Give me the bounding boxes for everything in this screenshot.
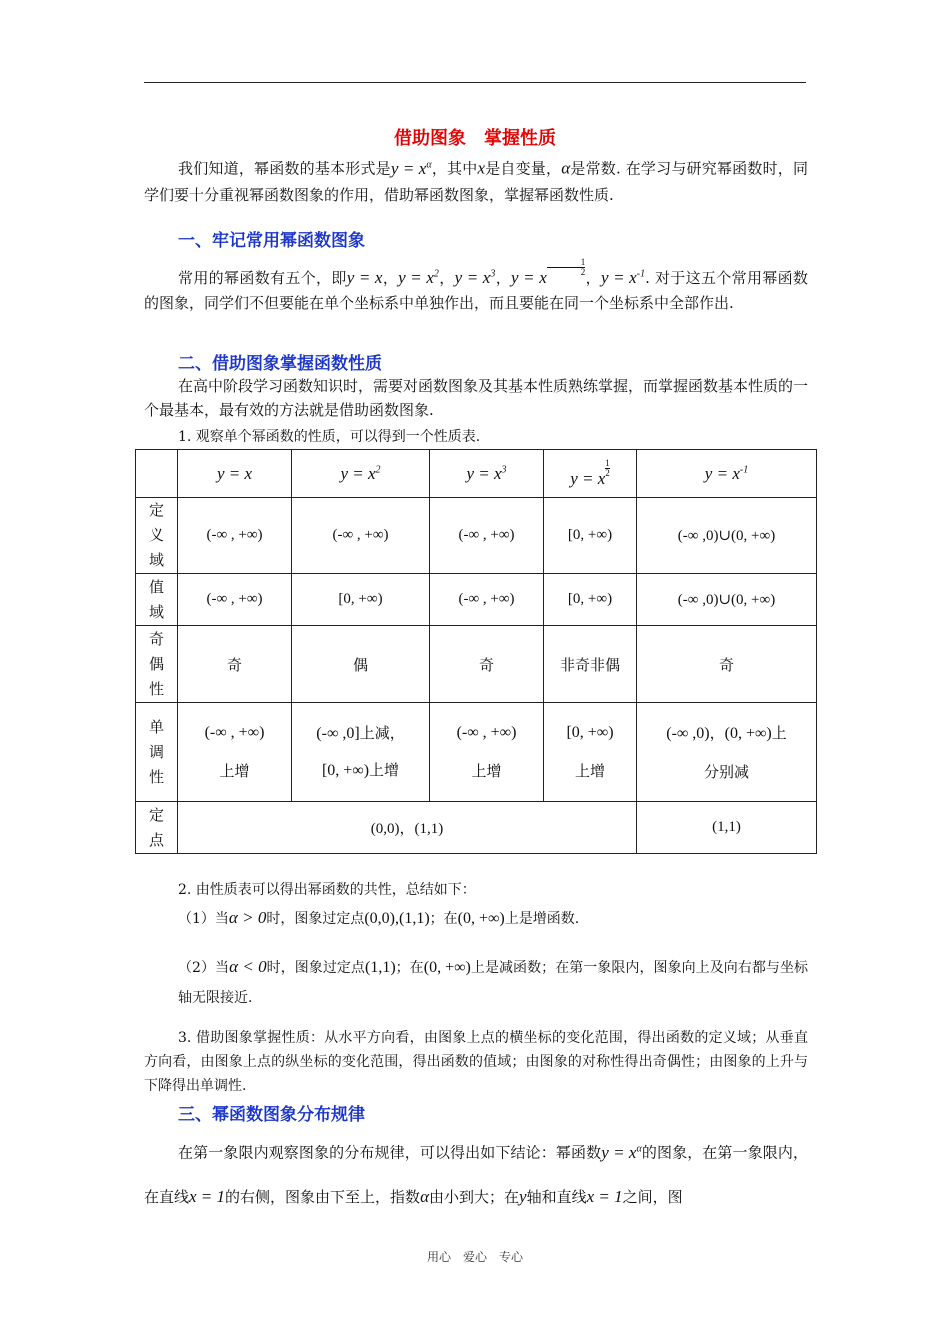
header-y-x-half: y = x $\frac{1}{2}$: [544, 450, 637, 498]
cell-domain-1: (-∞ , +∞): [178, 498, 292, 574]
formula-power-function: $y = x^\alpha$: [390, 158, 432, 178]
section1-paragraph: 常用的幂函数有五个，即y = x，$y = x^2$，$y = x^3$，y = x $\frac{1}{2}$ ，$y = x^{-1}$. 对于这五个常用幂函数的图象，同学们不但要能在单个坐标系中单独作出，而且要能在同一个坐标系中全部作出.: [144, 257, 809, 312]
header-y-x2: $y = x^2$: [292, 450, 430, 498]
row-label-fixed-point: 定点: [136, 802, 178, 854]
table-row-fixed-point: [136, 802, 817, 854]
intro-paragraph: [144, 152, 808, 208]
fixed-points-negative: (1,1): [364, 959, 396, 976]
section3-paragraph: 在第一象限内观察图象的分布规律，可以得出如下结论：幂函数$y = x^\alpha$的图象，在第一象限内，在直线x = 1的右侧，图象由下至上，指数α由小到大；在y轴和直线x = 1之间，图: [144, 1142, 808, 1206]
formula-y-x2: $y = x^2$: [398, 268, 439, 287]
intro-text-1: 我们知道，幂函数的基本形式是: [178, 159, 391, 178]
cell-range-1: (-∞ , +∞): [178, 574, 292, 626]
table-row-range: [136, 574, 817, 626]
row-label-parity: 奇偶性: [136, 626, 178, 703]
cell-domain-2: (-∞ , +∞): [292, 498, 430, 574]
properties-table: [135, 449, 817, 854]
cond-alpha-positive: α > 0: [228, 908, 267, 927]
row-label-domain: 定义域: [136, 498, 178, 574]
cell-mono-3: (-∞ , +∞) 上增: [430, 703, 544, 802]
cell-domain-3: (-∞ , +∞): [430, 498, 544, 574]
cell-parity-1: 奇: [178, 626, 292, 703]
formula-x-eq-1-b: x = 1: [586, 1186, 623, 1206]
page-footer: 用心 爱心 专心: [426, 1250, 523, 1264]
section2-heading: 二、借助图象掌握函数性质: [178, 354, 382, 374]
var-y: y: [519, 1186, 527, 1206]
var-alpha: α: [561, 158, 571, 178]
cell-mono-1: (-∞ , +∞) 上增: [178, 703, 292, 802]
table-intro: 1. 观察单个幂函数的性质，可以得到一个性质表.: [178, 429, 481, 445]
interval-positive: (0, +∞): [457, 910, 505, 927]
commonality-intro: 2. 由性质表可以得出幂函数的共性，总结如下：: [178, 882, 476, 898]
row-label-monotonicity: 单调性: [136, 703, 178, 802]
commonality-paragraph-3: 3. 借助图象掌握性质：从水平方向看，由图象上点的横坐标的变化范围，得出函数的定义域；从垂直方向看，由图象上点的纵坐标的变化范围，得出函数的值域；由图象的对称性得出奇偶性；由图象的上升与下降得出单调性.: [144, 1030, 808, 1094]
formula-x-eq-1: x = 1: [189, 1186, 226, 1206]
cell-domain-4: [0, +∞): [544, 498, 637, 574]
section3-heading: 三、幂函数图象分布规律: [178, 1105, 365, 1125]
cell-range-3: (-∞ , +∞): [430, 574, 544, 626]
cell-parity-5: 奇: [637, 626, 817, 703]
formula-y-x3: $y = x^3$: [454, 268, 496, 287]
header-empty: [136, 450, 178, 498]
cond-alpha-negative: α < 0: [229, 957, 267, 976]
formula-y-x-inverse: $y = x^{-1}$: [600, 268, 646, 287]
table-row-monotonicity: [136, 703, 817, 802]
intro-text-3: 是自变量，: [484, 159, 562, 178]
cell-parity-3: 奇: [430, 626, 544, 703]
header-y-x3: $y = x^3$: [430, 450, 544, 498]
var-x: x: [477, 158, 485, 178]
cell-fixed-left: (0,0)，(1,1): [178, 802, 637, 854]
header-rule: [144, 82, 806, 83]
var-alpha-2: α: [420, 1186, 429, 1206]
page-title: 借助图象 掌握性质: [394, 128, 556, 149]
header-y-x-inverse: $y = x^{-1}$: [637, 450, 817, 498]
cell-parity-4: 非奇非偶: [544, 626, 637, 703]
formula-power-function-2: $y = x^\alpha$: [601, 1142, 642, 1162]
cell-mono-2: (-∞ ,0]上减， [0, +∞)上增: [292, 703, 430, 802]
section1-heading: 一、牢记常用幂函数图象: [178, 231, 365, 251]
intro-text-4: 是常数. 在学习与研究幂函数时，同学们要十分重视幂函数图象的作用，借助幂函数图象，掌握幂函数性质.: [144, 159, 808, 204]
section1-text-1: 常用的幂函数有五个，即: [178, 269, 347, 287]
interval-negative: (0, +∞): [423, 959, 471, 976]
formula-y-x-half: y = x $\frac{1}{2}$: [511, 257, 586, 287]
cell-mono-5: (-∞ ,0)，(0, +∞)上 分别减: [637, 703, 817, 802]
table-row-parity: [136, 626, 817, 703]
table-header-row: [136, 450, 817, 498]
section1-text-2: . 对于这五个常用幂函数的图象，同学们不但要能在单个坐标系中单独作出，而且要能在同一个坐标系中全部作出.: [144, 269, 809, 312]
fixed-points-positive: (0,0),(1,1): [364, 910, 430, 927]
row-label-range: 值域: [136, 574, 178, 626]
cell-fixed-right: (1,1): [637, 802, 817, 854]
intro-text-2: ，其中: [431, 159, 478, 178]
formula-y-x: y = x: [346, 268, 383, 287]
cell-parity-2: 偶: [292, 626, 430, 703]
commonality-case-2: （2）当α < 0时，图象过定点(1,1)；在(0, +∞)上是减函数；在第一象限内，图象向上及向右都与坐标轴无限接近.: [178, 957, 808, 1006]
commonality-case-1: （1）当α > 0时，图象过定点(0,0),(1,1)；在(0, +∞)上是增函数.: [178, 908, 580, 927]
cell-range-4: [0, +∞): [544, 574, 637, 626]
table-row-domain: [136, 498, 817, 574]
cell-mono-4: [0, +∞) 上增: [544, 703, 637, 802]
section2-paragraph: 在高中阶段学习函数知识时，需要对函数图象及其基本性质熟练掌握，而掌握函数基本性质的一个最基本，最有效的方法就是借助函数图象.: [144, 377, 809, 419]
cell-range-5: (-∞ ,0)∪(0, +∞): [637, 574, 817, 626]
cell-domain-5: (-∞ ,0)∪(0, +∞): [637, 498, 817, 574]
header-y-x: y = x: [178, 450, 292, 498]
cell-range-2: [0, +∞): [292, 574, 430, 626]
